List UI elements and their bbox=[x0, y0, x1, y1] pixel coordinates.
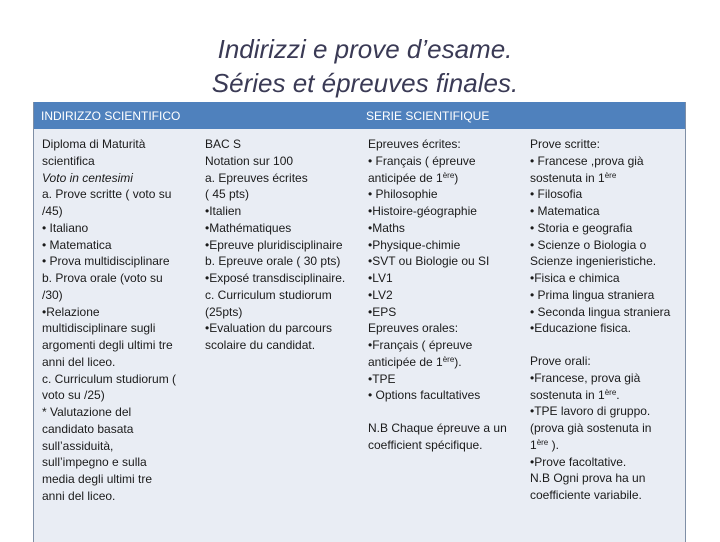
text-line: Epreuves écrites: bbox=[368, 137, 461, 151]
text-line: •Physique-chimie bbox=[368, 237, 461, 252]
column-maturita bbox=[42, 136, 176, 505]
text-line: •Histoire-géographie bbox=[368, 204, 477, 218]
text-line: argomenti degli ultimi tre bbox=[42, 338, 173, 352]
text-line: Voto in centesimi bbox=[42, 170, 133, 185]
text-line: voto su /25) bbox=[42, 388, 105, 403]
text-line: sull’assiduità, bbox=[42, 438, 114, 453]
column-bac-s bbox=[205, 136, 345, 354]
comparison-table bbox=[33, 102, 686, 542]
column-prove bbox=[530, 136, 670, 504]
text-line: • Matematica bbox=[42, 237, 112, 252]
text-line: Epreuves orales: bbox=[368, 321, 459, 336]
text-line: N.B Chaque épreuve a un bbox=[368, 421, 507, 435]
text-line: •SVT ou Biologie ou SI bbox=[368, 254, 490, 269]
text-line: anticipée de 1ère). bbox=[368, 354, 462, 369]
text-line: •Fisica e chimica bbox=[530, 271, 620, 285]
text-line: •TPE bbox=[368, 371, 396, 386]
text-line: coefficient spécifique. bbox=[368, 437, 483, 452]
text-line: coefficiente variabile. bbox=[530, 488, 642, 502]
slide-title bbox=[150, 32, 580, 100]
title-line-french: Séries et épreuves finales. bbox=[211, 68, 519, 98]
text-line: • Storia e geografia bbox=[530, 220, 633, 235]
text-line: anni del liceo. bbox=[42, 354, 116, 369]
column-epreuves bbox=[368, 136, 507, 454]
text-line: /45) bbox=[42, 204, 63, 218]
text-line: • Scienze o Biologia o bbox=[530, 237, 647, 252]
text-line: Scienze ingenieristiche. bbox=[530, 254, 657, 269]
text-line: • Seconda lingua straniera bbox=[530, 304, 671, 319]
text-line: •Prove facoltative. bbox=[530, 454, 627, 469]
text-line: Prove scritte: bbox=[530, 137, 601, 151]
text-line: (25pts) bbox=[205, 304, 243, 319]
text-line: •Français ( épreuve bbox=[368, 338, 473, 352]
text-line: • Prima lingua straniera bbox=[530, 287, 655, 302]
text-line: b. Epreuve orale ( 30 pts) bbox=[205, 254, 341, 269]
text-line: candidato basata bbox=[42, 421, 134, 436]
text-line: sull’impegno e sulla bbox=[42, 455, 147, 470]
text-line: anni del liceo. bbox=[42, 488, 116, 503]
table-body-row bbox=[34, 129, 685, 542]
text-line: scolaire du candidat. bbox=[205, 338, 316, 352]
text-line: a. Epreuves écrites bbox=[205, 170, 308, 185]
text-line: •TPE lavoro di gruppo. bbox=[530, 404, 651, 419]
text-line: • Italiano bbox=[42, 220, 89, 235]
text-line: •EPS bbox=[368, 304, 397, 319]
text-line: c. Curriculum studiorum ( bbox=[42, 371, 177, 386]
text-line: • Français ( épreuve bbox=[368, 153, 476, 168]
text-line: •Epreuve pluridisciplinaire bbox=[205, 237, 343, 252]
text-line: Notation sur 100 bbox=[205, 153, 294, 168]
text-line: •Exposé transdisciplinaire. bbox=[205, 271, 346, 285]
text-line: sostenuta in 1ère bbox=[530, 170, 617, 185]
text-line: • Prova multidisciplinare bbox=[42, 254, 170, 269]
text-line: media degli ultimi tre bbox=[42, 472, 153, 486]
text-line: • Philosophie bbox=[368, 187, 438, 202]
text-line: •LV2 bbox=[368, 287, 393, 302]
text-line: multidisciplinare sugli bbox=[42, 321, 156, 336]
text-line: • Francese ,prova già bbox=[530, 153, 644, 168]
text-line: /30) bbox=[42, 287, 63, 302]
text-line: scientifica bbox=[42, 153, 95, 168]
text-line: * Valutazione del bbox=[42, 405, 132, 419]
text-line: (prova già sostenuta in bbox=[530, 421, 652, 435]
text-line: BAC S bbox=[205, 137, 242, 151]
text-line: •LV1 bbox=[368, 271, 393, 285]
header-serie-scientifique: SERIE SCIENTIFIQUE bbox=[366, 109, 490, 123]
text-line: •Italien bbox=[205, 204, 242, 218]
text-line: •Relazione bbox=[42, 304, 100, 319]
text-line: •Mathématiques bbox=[205, 220, 292, 235]
text-line: Diploma di Maturità bbox=[42, 137, 146, 151]
text-line: • Options facultatives bbox=[368, 388, 481, 403]
text-line: •Evaluation du parcours bbox=[205, 321, 332, 336]
table-header bbox=[34, 102, 685, 130]
text-line: a. Prove scritte ( voto su bbox=[42, 187, 172, 202]
text-line: b. Prova orale (voto su bbox=[42, 271, 163, 285]
text-line: •Francese, prova già bbox=[530, 370, 641, 385]
text-line: 1ère ). bbox=[530, 437, 559, 452]
text-line: anticipée de 1ère) bbox=[368, 170, 459, 185]
text-line: •Educazione fisica. bbox=[530, 321, 631, 336]
text-line: • Matematica bbox=[530, 204, 600, 218]
text-line: ( 45 pts) bbox=[205, 187, 250, 202]
text-line: •Maths bbox=[368, 220, 405, 235]
title-line-italian: Indirizzi e prove d’esame. bbox=[217, 34, 513, 64]
text-line: sostenuta in 1ère. bbox=[530, 387, 620, 402]
text-line: Prove orali: bbox=[530, 354, 591, 368]
text-line: • Filosofia bbox=[530, 187, 583, 202]
text-line: N.B Ogni prova ha un bbox=[530, 471, 646, 486]
header-indirizzo-scientifico: INDIRIZZO SCIENTIFICO bbox=[41, 109, 181, 123]
text-line: c. Curriculum studiorum bbox=[205, 287, 332, 302]
